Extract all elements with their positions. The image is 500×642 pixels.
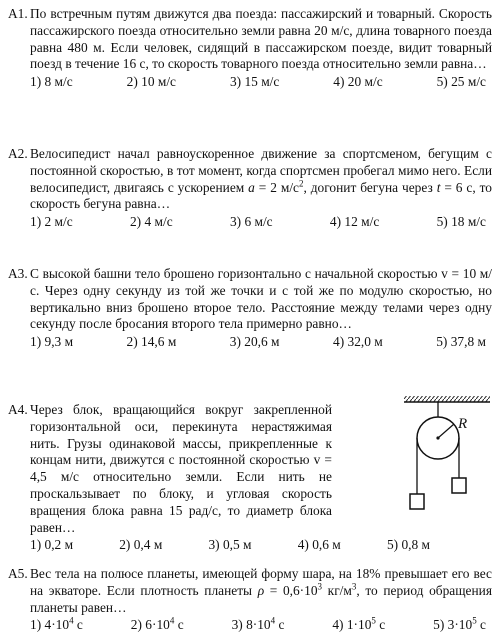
answer-options [8,617,492,634]
answer-unit: с [275,617,285,633]
answer-unit: с [375,617,386,633]
answer-option[interactable]: 5) 25 м/с [436,74,486,90]
answer-option[interactable]: 1) 8 м/с [30,74,73,90]
answer-option[interactable]: 1) 9,3 м [30,334,74,350]
answer-base: 2) 6·10 [130,617,170,633]
answer-option[interactable]: 2) 0,4 м [119,537,163,553]
ceiling-hatch [404,396,490,402]
text-part: Велосипедист начал равноускоренное движение за спортсменом, бегущим с постоянной скоростью, в тот момент, когда спортсмен пробегал мимо него. Если велосипедист, двигаясь с ускорением [30,146,492,195]
answer-option[interactable]: 4) 20 м/с [333,74,383,90]
problem-text: По встречным путям движутся два поезда: пассажирский и товарный. Скорость пассажирского поезда относительно земли равна 20 м/с, длина товарного поезда равна 480 м. Если человек, сидящий в пассажирском поезде, видит товарный поезд в течение 16 с, то скорость товарного поезда относительно земли равна… [30,6,492,72]
accel-value: = 2 м/с [254,179,299,195]
answer-option[interactable]: 1) 2 м/с [30,214,73,230]
answer-base: 5) 3·10 [433,617,473,633]
problem-a3 [8,266,492,351]
answer-option[interactable]: 3) 20,6 м [229,334,280,350]
weight-right [452,478,466,493]
answer-options [8,74,492,91]
answer-option[interactable]: 2) 10 м/с [126,74,177,90]
answer-option[interactable] [433,617,486,634]
problem-number: А4. [8,402,28,417]
problem-text [30,146,492,213]
answer-base: 1) 4·10 [30,617,70,633]
answer-option[interactable] [232,617,285,634]
pulley-diagram [396,394,496,514]
density-symbol: ρ [257,582,265,598]
problem-text: Через блок, вращающийся вокруг закрепленной горизонтальной оси, перекинута нерастяжимая нить. Грузы одинаковой массы, прикрепленные к концам нити, движутся с постоянной скоростью v = 4,5 м/с относительно земли. Если нить не проскальзывает по блоку, и угловая скорость вращения блока равна 15 рад/с, то диаметр блока равен… [30,402,332,535]
answer-unit: с [73,617,83,633]
problem-text [30,566,492,616]
answer-exponent: 5 [472,615,477,626]
density-exponent: 3 [317,581,323,592]
problem-number: А1. [8,6,28,21]
problem-a1 [8,6,492,91]
answer-exponent: 4 [169,615,175,626]
answer-exponent: 4 [69,615,74,626]
answer-option[interactable]: 4) 12 м/с [329,214,380,230]
density-unit: кг/м [322,582,352,598]
answer-option[interactable]: 5) 18 м/с [436,214,486,230]
radius-label: R [458,416,468,432]
answer-option[interactable]: 3) 0,5 м [208,537,252,553]
answer-option[interactable]: 2) 14,6 м [126,334,177,350]
problem-a2 [8,146,492,231]
answer-base: 4) 1·10 [332,617,372,633]
problem-number: А3. [8,266,28,281]
answer-option[interactable]: 4) 0,6 м [297,537,341,553]
answer-exponent: 5 [371,615,376,626]
text-part: Вес тела на полюсе планеты, имеющей форму шара, на 18% превышает его вес на экваторе. Если плотность планеты [30,566,492,598]
answer-option[interactable]: 5) 37,8 м [436,334,486,350]
answer-option[interactable]: 5) 0,8 м [386,537,430,553]
problem-text: С высокой башни тело брошено горизонтально с начальной скоростью v = 10 м/с. Через одну секунду из той же точки и с той же по модулю скоростью, но вертикально вниз брошено второе тело. Расстояние между телами через одну секунду после бросания второго тела примерно равно… [30,266,492,332]
time-variable: t [436,179,441,195]
answer-option[interactable]: 1) 0,2 м [30,537,74,553]
axle [436,436,439,439]
problem-a5 [8,566,492,634]
problem-number: А2. [8,146,28,161]
answer-options [8,537,430,554]
answer-option[interactable]: 3) 6 м/с [229,214,273,230]
answer-unit: с [476,617,486,633]
answer-option[interactable] [131,617,184,634]
answer-unit: с [174,617,184,633]
answer-option[interactable]: 2) 4 м/с [129,214,173,230]
answer-options [8,214,492,231]
density-unit-exponent: 3 [351,581,357,592]
text-part: , догонит бегуна через [303,179,437,195]
accel-exponent: 2 [298,178,304,189]
answer-option[interactable] [332,617,385,634]
accel-variable: a [248,179,255,195]
weight-left [410,494,424,509]
text-part: = 6 с, то скорость бегуна равна… [30,179,492,212]
text-part: , то период обращения планеты равен… [30,582,492,615]
answer-option[interactable]: 4) 32,0 м [333,334,383,350]
problem-number: А5. [8,566,28,581]
answer-base: 3) 8·10 [231,617,271,633]
answer-options [8,334,492,351]
answer-option[interactable] [30,617,83,634]
density-value: = 0,6·10 [264,582,318,598]
answer-exponent: 4 [270,615,276,626]
answer-option[interactable]: 3) 15 м/с [229,74,280,90]
